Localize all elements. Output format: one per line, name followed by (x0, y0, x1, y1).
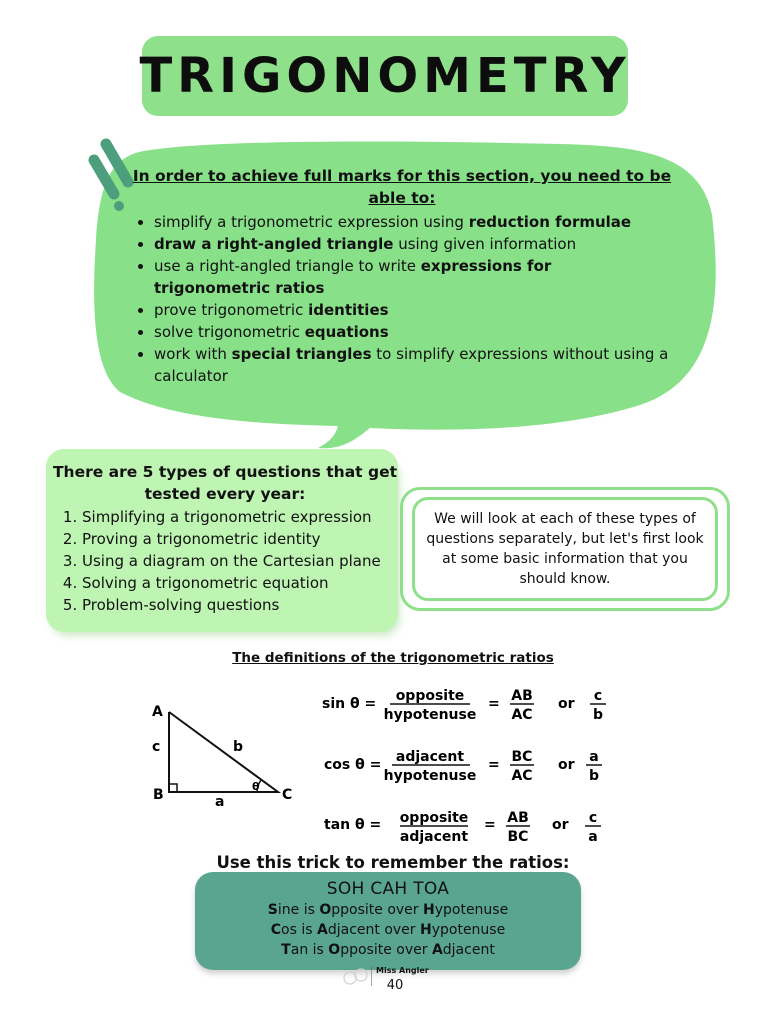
list-item: • use a right-angled triangle to write expressions for trigonometric ratios (154, 255, 672, 299)
svg-text:hypotenuse: hypotenuse (383, 768, 477, 784)
svg-text:=: = (488, 757, 500, 773)
svg-text:=: = (488, 696, 500, 712)
vertex-a-label: A (152, 704, 163, 720)
page-title: TRIGONOMETRY (139, 48, 631, 104)
note-text: We will look at each of these types of questions separately, but let's first look at some basic information that you should know. (412, 497, 718, 601)
svg-text:b: b (592, 707, 604, 723)
sin-formula (322, 688, 606, 723)
list-item: • simplify a trigonometric expression using reduction formulae (154, 211, 672, 233)
objectives-block (132, 165, 672, 387)
svg-text:or: or (558, 757, 575, 773)
trick-box (195, 872, 581, 970)
theta-label: θ (252, 780, 260, 793)
objectives-heading: In order to achieve full marks for this section, you need to be able to: (132, 167, 672, 207)
svg-text:opposite: opposite (399, 810, 469, 826)
exclamation-marks-icon (86, 136, 136, 216)
svg-text:c: c (593, 688, 603, 704)
svg-text:AC: AC (511, 707, 533, 723)
trick-title: SOH CAH TOA (326, 879, 450, 899)
svg-text:a: a (588, 829, 598, 845)
svg-text:AC: AC (511, 768, 533, 784)
svg-text:BC: BC (511, 749, 533, 765)
side-c-label: c (152, 739, 161, 755)
svg-text:hypotenuse: hypotenuse (383, 707, 477, 723)
svg-text:c: c (588, 810, 598, 826)
svg-text:opposite: opposite (395, 688, 465, 704)
question-types-heading: There are 5 types of questions that get tested every year: (52, 463, 398, 503)
trick-heading: Use this trick to remember the ratios: (216, 853, 570, 872)
svg-text:or: or (558, 696, 575, 712)
svg-text:adjacent: adjacent (395, 749, 465, 765)
right-triangle-diagram (140, 700, 310, 812)
svg-text:adjacent: adjacent (399, 829, 469, 845)
trick-line-tan: Tan is Opposite over Adjacent (281, 942, 495, 958)
list-item: • work with special triangles to simplify expressions without using a calculator (154, 343, 672, 387)
list-item: • prove trigonometric identities (154, 299, 672, 321)
ratio-formulas (318, 682, 618, 852)
question-types-list (62, 506, 412, 616)
trick-line-sine: Sine is Opposite over Hypotenuse (267, 902, 509, 918)
svg-text:AB: AB (507, 810, 529, 826)
cos-formula (324, 749, 602, 784)
list-item: 2. Proving a trigonometric identity (82, 528, 412, 550)
vertex-b-label: B (153, 787, 164, 803)
footer-author: Miss Angler (376, 966, 429, 975)
list-item: 1. Simplifying a trigonometric expression (82, 506, 412, 528)
svg-text:=: = (484, 817, 496, 833)
svg-text:cos θ =: cos θ = (324, 757, 382, 773)
svg-text:tan θ =: tan θ = (324, 817, 382, 833)
page-number: 40 (386, 978, 404, 993)
svg-text:a: a (589, 749, 599, 765)
definitions-heading: The definitions of the trigonometric ratios (232, 650, 554, 666)
list-item: • solve trigonometric equations (154, 321, 672, 343)
svg-text:b: b (588, 768, 600, 784)
svg-text:or: or (552, 817, 569, 833)
tan-formula (324, 810, 601, 845)
objectives-list (132, 211, 672, 387)
logo-icon (340, 964, 372, 988)
trick-line-cos: Cos is Adjacent over Hypotenuse (270, 922, 506, 938)
list-item: • draw a right-angled triangle using given information (154, 233, 672, 255)
list-item: 5. Problem-solving questions (82, 594, 412, 616)
svg-text:BC: BC (507, 829, 529, 845)
side-a-label: a (215, 794, 225, 810)
list-item: 3. Using a diagram on the Cartesian plane (82, 550, 412, 572)
list-item: 4. Solving a trigonometric equation (82, 572, 412, 594)
svg-text:sin θ =: sin θ = (322, 696, 377, 712)
svg-text:AB: AB (511, 688, 533, 704)
side-b-label: b (233, 739, 244, 755)
vertex-c-label: C (282, 787, 293, 803)
